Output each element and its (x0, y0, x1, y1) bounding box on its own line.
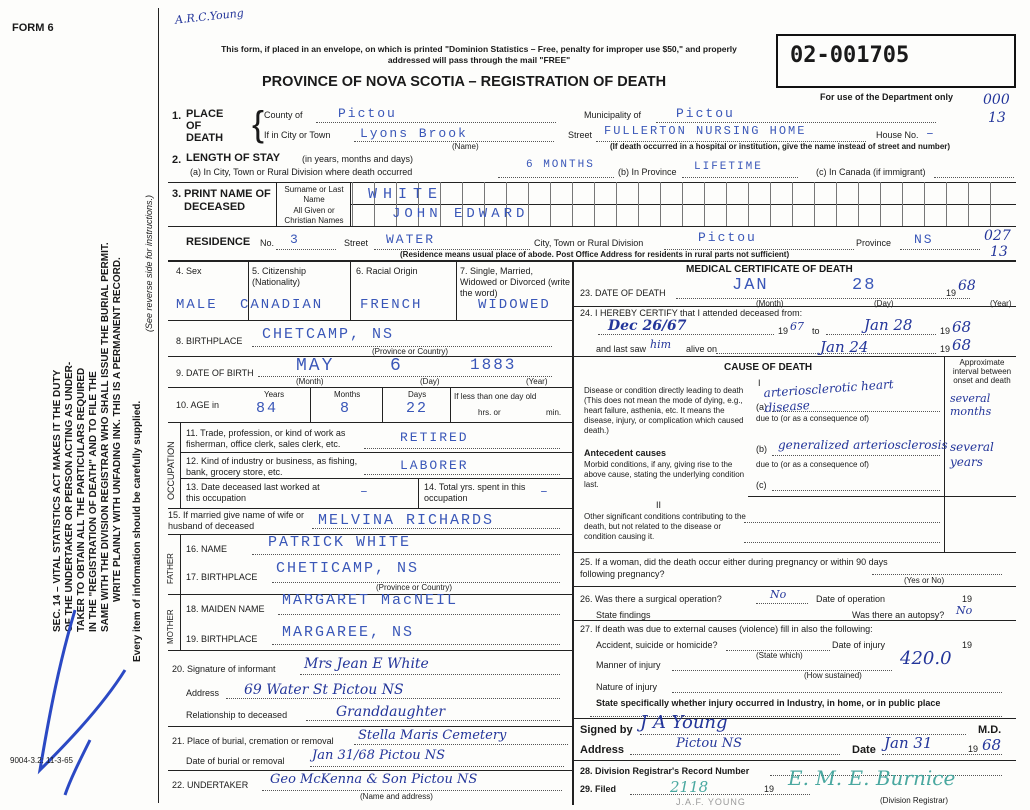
father-name-label: 16. NAME (186, 544, 228, 554)
side-line-7: Every item of information should be carefully supplied. (132, 400, 143, 662)
birthplace-label: 8. BIRTHPLACE (176, 336, 243, 346)
given-value: JOHN EDWARD (392, 206, 529, 222)
father-birthplace-sub: (Province or Country) (376, 583, 453, 592)
last-saw-him: him (650, 338, 672, 351)
specify-label: State specifically whether injury occurred in Industry, in home, or in public place (596, 698, 941, 708)
q25-label: 25. If a woman, did the death occur either during pregnancy or within 90 days following pregnancy? (580, 557, 888, 579)
pen-scribble (20, 600, 140, 800)
marital-value: WIDOWED (478, 297, 551, 313)
q12-label: 12. Kind of industry or business, as fishing, bank, grocery store, etc. (186, 456, 358, 477)
name-grid-cell-divider (946, 182, 947, 226)
dob-day-sub: (Day) (420, 377, 440, 386)
form-title: PROVINCE OF NOVA SCOTIA – REGISTRATION OF DEATH (262, 74, 667, 90)
dob-year-sub: (Year) (526, 377, 548, 386)
informant-addr-label: Address (186, 688, 220, 698)
nature-label: Nature of injury (596, 682, 658, 692)
father-birthplace-label: 17. BIRTHPLACE (186, 572, 258, 582)
race-label: 6. Racial Origin (356, 266, 418, 276)
county-label: County of (264, 110, 303, 120)
municipality-label: Municipality of (584, 110, 642, 120)
res-street-label: Street (344, 238, 369, 248)
side-line-2: OF THE UNDERTAKER OR PERSON ACTING AS UNDER- (64, 361, 75, 632)
sex-label: 4. Sex (176, 266, 202, 276)
due-to-2: due to (or as a consequence of) (756, 460, 869, 469)
q27-label: 27. If death was due to external causes (violence) fill in also the following: (580, 624, 873, 634)
father-name-value: PATRICK WHITE (268, 534, 412, 551)
stay-a-label: (a) In City, Town or Rural Division where death occurred (190, 167, 413, 177)
father-side: FATHER (166, 553, 175, 584)
sign-address-value: Pictou NS (676, 736, 743, 751)
accident-label: Accident, suicide or homicide? (596, 640, 718, 650)
manner-label: Manner of injury (596, 660, 661, 670)
stay-b-label: (b) In Province (618, 167, 677, 177)
street-value: FULLERTON NURSING HOME (604, 124, 807, 138)
code-3: 027 (984, 228, 1011, 244)
age-years-label: Years (264, 390, 285, 399)
certify-label: 24. I HEREBY CERTIFY that I attended deceased from: (580, 308, 803, 318)
burial-date-label: Date of burial or removal (186, 756, 285, 766)
residence-title: RESIDENCE (186, 236, 251, 248)
alive-on-label: alive on (686, 344, 718, 354)
q13-label: 13. Date deceased last worked at this occupation (186, 482, 320, 503)
name-title: PRINT NAME OF DECEASED (184, 188, 271, 213)
autopsy-value: No (956, 604, 973, 617)
name-num: 3. (172, 188, 182, 200)
mother-maiden-label: 18. MAIDEN NAME (186, 604, 265, 614)
res-city-label: City, Town or Rural Division (534, 238, 644, 248)
name-grid-cell-divider (836, 182, 837, 226)
last-saw-label: and last saw (596, 344, 647, 354)
given-label: All Given or Christian Names (284, 206, 344, 225)
residence-note: (Residence means usual place of abode. Post Office Address for residents in rural parts not sufficient) (400, 250, 790, 259)
sign-address-label: Address (580, 744, 625, 756)
name-grid-cell-divider (902, 182, 903, 226)
name-grid-cell-divider (550, 182, 551, 226)
to-year-prefix: 19 (940, 326, 951, 336)
alive-year: 68 (952, 336, 972, 354)
stay-c-label: (c) In Canada (if immigrant) (816, 167, 926, 177)
antecedent-desc: Morbid conditions, if any, giving rise to the above cause, stating the underlying condition last. (584, 460, 745, 489)
dob-month: MAY (296, 356, 335, 376)
informant-rel-value: Granddaughter (336, 704, 446, 720)
interval-a: several months (950, 392, 992, 418)
side-line-3: TAKER TO OBTAIN ALL THE PARTICULARS REQUIRED (76, 367, 87, 632)
side-line-5: SAME WITH THE DIVISION REGISTRAR WHO SHALL ISSUE THE BURIAL PERMIT. (100, 242, 111, 632)
mother-birthplace-label: 19. BIRTHPLACE (186, 634, 258, 644)
findings-label: State findings (596, 610, 651, 620)
cause-b-label: (b) (756, 444, 767, 454)
registrar-sub: (Division Registrar) (880, 796, 949, 805)
birthplace-sub: (Province or Country) (372, 347, 449, 356)
signed-value: J A Young (640, 712, 728, 733)
hospital-note: (If death occurred in a hospital or institution, give the name instead of street and number) (610, 142, 951, 151)
name-grid-cell-divider (704, 182, 705, 226)
age-months-value: 8 (340, 400, 352, 417)
antecedent-label: Antecedent causes (584, 448, 667, 458)
registrar-signature: E. M. E. Burnice (788, 766, 956, 790)
alive-on-value: Jan 24 (820, 338, 869, 356)
q15-label: 15. If married give name of wife or husband of deceased (168, 510, 305, 531)
death-month: JAN (732, 276, 769, 295)
marital-label: 7. Single, Married, Widowed or Divorced (write the word) (460, 266, 571, 298)
name-grid-cell-divider (748, 182, 749, 226)
name-grid-cell-divider (682, 182, 683, 226)
mail-note: This form, if placed in an envelope, on which is printed "Dominion Statistics – Free, penalty for improper use $50," and properly addressed will pass through the mail "FREE" (221, 44, 737, 65)
burial-date-value: Jan 31/68 Pictou NS (312, 748, 446, 763)
stay-note: (in years, months and days) (302, 154, 414, 164)
stay-num: 2. (172, 154, 182, 166)
informant-addr-value: 69 Water St Pictou NS (244, 682, 404, 698)
city-value: Lyons Brook (360, 126, 468, 141)
interval-b: several years (950, 440, 994, 469)
roman-one: I (758, 378, 761, 388)
burial-place-label: 21. Place of burial, cremation or removal (172, 736, 334, 746)
house-value: – (926, 126, 936, 141)
dob-day: 6 (390, 356, 403, 376)
name-grid-cell-divider (594, 182, 595, 226)
filed-year-prefix: 19 (764, 784, 775, 794)
surname-value: WHITE (368, 186, 444, 203)
citizenship-value: CANADIAN (240, 297, 324, 313)
signed-label: Signed by (580, 724, 633, 736)
from-year: 67 (790, 320, 804, 333)
name-grid-cell-divider (726, 182, 727, 226)
stay-b-value: LIFETIME (694, 161, 763, 173)
q12-value: LABORER (400, 458, 469, 473)
res-city-value: Pictou (698, 230, 757, 245)
filed-value: 2118 (670, 778, 709, 796)
sign-date-value: Jan 31 (884, 734, 933, 752)
stay-a-value: 6 MONTHS (526, 159, 595, 171)
death-day-sub: (Day) (874, 299, 894, 308)
side-line-8: (See reverse side for instructions.) (144, 194, 154, 332)
code-2: 13 (988, 110, 1006, 126)
to-year: 68 (952, 318, 972, 336)
q14-value: – (540, 484, 550, 499)
age-months-label: Months (334, 390, 361, 399)
q26-value: No (770, 588, 787, 601)
q26-label: 26. Was there a surgical operation? (580, 594, 722, 604)
q11-value: RETIRED (400, 430, 469, 445)
filed-label: 29. Filed (580, 784, 617, 794)
cause-a-value: arteriosclerotic heart disease (763, 377, 894, 416)
operation-year-prefix: 19 (962, 594, 973, 604)
occupation-side: OCCUPATION (166, 441, 176, 500)
res-street-value: WATER (386, 232, 436, 247)
corner-handwriting: A.R.C.Young (174, 6, 245, 27)
less-than-day-label: If less than one day old (454, 392, 537, 401)
sign-year: 68 (982, 736, 1002, 754)
name-grid-cell-divider (968, 182, 969, 226)
q25-sub: (Yes or No) (904, 576, 945, 585)
to-label: to (812, 326, 820, 336)
mother-side: MOTHER (166, 609, 175, 644)
left-margin-line (158, 8, 159, 803)
undertaker-sub: (Name and address) (360, 792, 433, 801)
undertaker-label: 22. UNDERTAKER (172, 780, 249, 790)
attended-to: Jan 28 (864, 316, 913, 334)
birthplace-value: CHETCAMP, NS (262, 326, 395, 343)
center-divider (572, 260, 574, 805)
disease-label: Disease or condition directly leading to death (This does not mean the mode of dying, e.g., heart failure, asthenia, etc. It means the disease, injury, or complication which caused death.) (584, 386, 744, 435)
street-label: Street (568, 130, 593, 140)
county-value: Pictou (338, 106, 397, 121)
due-to-1: due to (or as a consequence of) (756, 414, 869, 423)
mother-birthplace-value: MARGAREE, NS (282, 624, 415, 641)
record-number-label: 28. Division Registrar's Record Number (580, 766, 750, 776)
interval-label: Approximate interval between onset and death (952, 358, 1012, 385)
from-year-prefix: 19 (778, 326, 789, 336)
cause-a-label: (a) (756, 402, 767, 412)
manner-sub: (How sustained) (804, 671, 862, 680)
city-label: If in City or Town (264, 130, 331, 140)
name-grid-cell-divider (616, 182, 617, 226)
age-label: 10. AGE in (176, 400, 220, 410)
min-label: min. (546, 408, 562, 417)
footer-code: 9004-3.2: 11-3-65 (10, 756, 74, 765)
injury-date-label: Date of injury (832, 640, 886, 650)
place-brace: { (252, 103, 265, 144)
autopsy-label: Was there an autopsy? (852, 610, 945, 620)
father-birthplace-value: CHETICAMP, NS (276, 560, 420, 577)
race-value: FRENCH (360, 297, 423, 313)
name-grid-cell-divider (990, 182, 991, 226)
cause-title: CAUSE OF DEATH (724, 362, 813, 373)
age-days-label: Days (408, 390, 427, 399)
medical-title: MEDICAL CERTIFICATE OF DEATH (686, 264, 853, 275)
name-grid-cell-divider (814, 182, 815, 226)
res-province-label: Province (856, 238, 892, 248)
name-grid-cell-divider (792, 182, 793, 226)
burial-place-value: Stella Maris Cemetery (358, 728, 507, 743)
death-year-prefix: 19 (946, 288, 957, 298)
age-days-value: 22 (406, 400, 429, 417)
place-num: 1. (172, 110, 182, 122)
name-note: (Name) (452, 142, 479, 151)
informant-sig-label: 20. Signature of informant (172, 664, 276, 674)
name-grid-cell-divider (572, 182, 573, 226)
side-line-6: WRITE PLAINLY WITH UNFADING INK. THIS IS A PERMANENT RECORD. (112, 257, 123, 602)
municipality-value: Pictou (676, 106, 735, 121)
citizenship-label: 5. Citizenship (Nationality) (252, 266, 307, 287)
officer-stamp: J.A.F. YOUNG (676, 797, 746, 807)
registration-number: 02-001705 (790, 43, 910, 68)
other-conditions-label: Other significant conditions contributing to the death, but not related to the disease or condition causing it. (584, 512, 746, 541)
q11-label: 11. Trade, profession, or kind of work as fisherman, office clerk, sales clerk, etc. (186, 428, 346, 449)
name-grid-cell-divider (638, 182, 639, 226)
dob-label: 9. DATE OF BIRTH (176, 368, 254, 378)
name-grid-cell-divider (770, 182, 771, 226)
cause-c-label: (c) (756, 480, 767, 490)
form-number: FORM 6 (12, 22, 54, 34)
q14-label: 14. Total yrs. spent in this occupation (424, 482, 526, 503)
code-1: 000 (983, 92, 1010, 108)
age-years-value: 84 (256, 400, 279, 417)
house-label: House No. (876, 130, 919, 140)
death-day: 28 (852, 276, 877, 295)
side-line-4: IN THE "REGISTRATION OF DEATH" AND TO FILE THE (88, 371, 99, 632)
death-month-sub: (Month) (756, 299, 784, 308)
alive-year-prefix: 19 (940, 344, 951, 354)
md-label: M.D. (978, 724, 1002, 736)
operation-date-label: Date of operation (816, 594, 886, 604)
name-grid-cell-divider (924, 182, 925, 226)
side-line-1: SEC. 14 – VITAL STATISTICS ACT MAKES IT THE DUTY (52, 369, 63, 632)
name-grid-cell-divider (352, 182, 353, 226)
place-title: PLACE OF DEATH (186, 108, 224, 144)
name-grid-cell-divider (858, 182, 859, 226)
mother-maiden-value: MARGARET MacNEIL (282, 592, 459, 609)
q15-value: MELVINA RICHARDS (318, 512, 495, 529)
informant-rel-label: Relationship to deceased (186, 710, 288, 720)
department-use-label: For use of the Department only (820, 92, 954, 102)
undertaker-value: Geo McKenna & Son Pictou NS (270, 772, 478, 787)
sex-value: MALE (176, 297, 218, 313)
death-year: 68 (958, 278, 976, 294)
informant-sig-value: Mrs Jean E White (304, 656, 429, 672)
disease-code: 420.0 (900, 648, 952, 669)
res-no-label: No. (260, 238, 275, 248)
surname-label: Surname or Last Name (284, 185, 344, 204)
death-year-sub: (Year) (990, 299, 1012, 308)
res-no-value: 3 (290, 232, 300, 247)
name-grid-cell-divider (880, 182, 881, 226)
code-4: 13 (990, 244, 1008, 260)
sign-year-prefix: 19 (968, 744, 979, 754)
sign-date-label: Date (852, 744, 876, 756)
dob-year: 1883 (470, 356, 517, 374)
cause-b-value: generalized arteriosclerosis (778, 438, 948, 452)
name-grid-cell-divider (660, 182, 661, 226)
roman-two: II (656, 500, 662, 510)
stay-title: LENGTH OF STAY (186, 152, 281, 164)
injury-year-prefix: 19 (962, 640, 973, 650)
death-date-label: 23. DATE OF DEATH (580, 288, 666, 298)
accident-sub: (State which) (756, 651, 803, 660)
dob-month-sub: (Month) (296, 377, 324, 386)
q13-value: – (360, 484, 370, 499)
attended-from: Dec 26/67 (608, 318, 687, 334)
res-province-value: NS (914, 232, 934, 247)
hrs-label: hrs. or (478, 408, 501, 417)
